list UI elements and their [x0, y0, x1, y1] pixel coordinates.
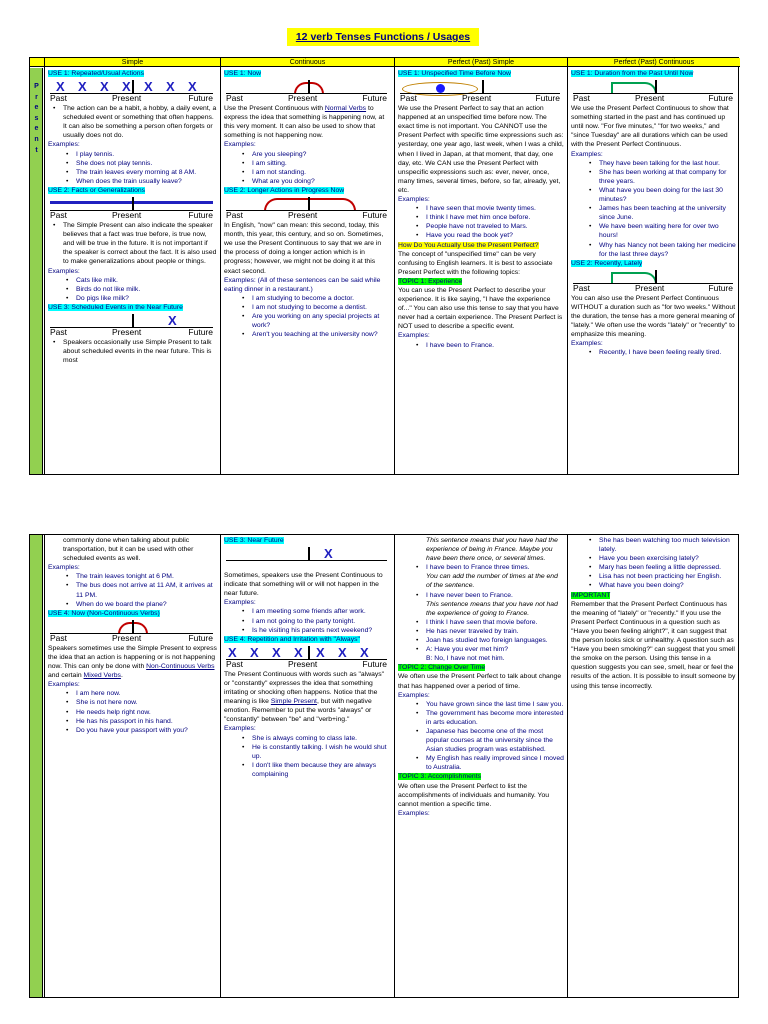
simple-use1-examples: • I play tennis. • She does not play tennis. • The train leaves every morning at 8 AM. • When does the train usually leave?	[48, 150, 217, 186]
topic2-heading: TOPIC 2: Change Over Time	[398, 664, 486, 672]
simple-use2-heading: USE 2: Facts or Generalizations	[48, 186, 146, 194]
perfcont-use1-heading: USE 1: Duration from the Past Until Now	[571, 70, 694, 77]
perfcont-use2-examples-cont: • She has been watching too much television lately. • Have you been exercising lately? • Mary has been feeling a little depressed. • Lisa has not been practicing her English. • What have you been doing?	[571, 536, 737, 591]
continuous-use1-examples: • Are you sleeping? • I am sitting. • I am not standing. • What are you doing?	[224, 150, 391, 186]
perfect-continuous-column-2	[567, 535, 740, 997]
table-page-1	[29, 57, 739, 475]
header-perfect-continuous: Perfect (Past) Continuous	[568, 58, 740, 67]
timeline-unspecified: Past Present Future	[398, 78, 564, 104]
simple-use2-examples: • Cats like milk. • Birds do not like milk. • Do pigs like milk?	[48, 276, 217, 303]
present-side-bar-2	[30, 535, 43, 997]
continuous-use4-heading: USE 4: Repetition and Irritation with "Always"	[224, 635, 360, 643]
perfcont-use1-examples: • They have been talking for the last hour. • She has been working at that company for three years. • What have you been doing for the last 30 minutes? • James has been teaching at the university since June. • We have been waiting here for over two hours! • Why has Nancy not been taking her medicine for the last three days?	[571, 159, 737, 259]
header-continuous: Continuous	[221, 58, 394, 67]
topic1-heading: TOPIC 1: Experience	[398, 277, 463, 285]
perfcont-use1-text: We use the Present Perfect Continuous to show that something started in the past and has continued up until now. "For five minutes," "for two weeks," and "since Tuesday" are all durations which can be used with the Present Perfect Continuous.	[571, 105, 729, 149]
important-text: Remember that the Present Perfect Continuous has the meaning of "lately" or "recently." If you use the Present Perfect Continuous in a question such as "Have you been feeling alright?", it can suggest that the person looks sick or unhealthy. A question such as "Have you been smoking?" can suggest that you smell the smoke on the person. Using this tense in a question suggests you can see, smell, hear or feel the results of the action. It is possible to insult someone by using this tense incorrectly.	[571, 600, 736, 690]
continuous-use2-heading: USE 2: Longer Actions in Progress Now	[224, 186, 345, 194]
timeline-facts: Past Present Future	[48, 195, 217, 221]
page-title: 12 verb Tenses Functions / Usages	[287, 28, 479, 46]
timeline-always: X X X X X X X Past Present Future	[226, 644, 387, 669]
simple-use4-examples: • I am here now. • She is not here now. • He needs help right now. • He has his passport in his hand. • Do you have your passport with you?	[48, 689, 217, 734]
continuous-use1-heading: USE 1: Now	[224, 70, 262, 77]
timeline-near-future: X	[224, 545, 391, 571]
simple-use3-bullet: • Speakers occasionally use Simple Present to talk about scheduled events in the near future. This is most	[48, 338, 217, 365]
topic3-heading: TOPIC 3: Accomplishments	[398, 773, 481, 781]
simple-use3-heading: USE 3: Scheduled Events in the Near Future	[48, 303, 183, 311]
present-side-label: P r e s e n t	[34, 83, 39, 154]
topic2-examples: • You have grown since the last time I saw you. • The government has become more interested in arts education. • Japanese has become one of the most popular courses at the university since the Asian studies program was established. • My English has really improved since I moved to Australia.	[398, 700, 564, 773]
present-side-bar	[30, 68, 43, 474]
non-continuous-verbs-link[interactable]: Non-Continuous Verbs	[146, 663, 215, 671]
continuous-column-2: USE 3: Near Future X Sometimes, speakers use the Present Continuous to indicate that something will or will not happen in the near future. Examples: • I am meeting some friends after work. • I am not going to the party tonight. • Is he visiting his parents next weekend? USE 4: Repetition and Irritation with "Always" X X X X X X X Past Present Future The Present Continuous with words such as "always" or "constantly" expresses the idea that something irritating or shocking often happens. Notice that the meaning is like Simple Present, but with negative emotion. Remember to put the words "always" or "constantly" between "be" and "verb+ing." Examples: • She is always coming to class late. • He is constantly talking. I wish he would shut up. • I don't like them because they are always complaining	[220, 535, 394, 997]
timeline-recently: Past Present Future	[571, 268, 737, 294]
perfcont-use2-text: You can also use the Present Perfect Continuous WITHOUT a duration such as "for two weeks." Without the duration, the tense has a more general meaning of "lately." We often use the words "lately" or "recently" to emphasize this meaning.	[571, 294, 736, 339]
table-page-2	[29, 534, 739, 998]
timeline-duration: Past Present Future	[571, 78, 737, 104]
perfcont-use2-examples: • Recently, I have been feeling really tired.	[571, 348, 737, 357]
mixed-verbs-link[interactable]: Mixed Verbs	[83, 672, 121, 680]
topic1-examples: • I have been to France.	[398, 341, 564, 350]
continuous-use2-examples: • I am studying to become a doctor. • I am not studying to become a dentist. • Are you working on any special projects at work? • Aren't you teaching at the university now?	[224, 294, 391, 339]
simple-use1-heading: USE 1: Repeated/Usual Actions	[48, 70, 144, 77]
continuous-use3-examples: • I am meeting some friends after work. • I am not going to the party tonight. • Is he visiting his parents next weekend?	[224, 607, 391, 634]
important-heading: IMPORTANT	[571, 591, 611, 599]
perfect-experience-examples: • I think I have seen that movie before. • He has never traveled by train. • Joan has studied two foreign languages. • A: Have you ever met him?	[398, 618, 564, 654]
perfect-use1-heading: USE 1: Unspecified Time Before Now	[398, 70, 511, 77]
timeline-repeated: X X X X X X X Past Present Future	[50, 79, 213, 104]
normal-verbs-link[interactable]: Normal Verbs	[324, 105, 367, 113]
simple-use1-bullet: • The action can be a habit, a hobby, a daily event, a scheduled event or something that often happens. It can also be something a person often forgets or usually does not do.	[48, 104, 217, 140]
perfcont-use2-heading: USE 2: Recently, Lately	[571, 259, 643, 267]
header-perfect: Perfect (Past) Simple	[395, 58, 567, 67]
simple-use4-heading: USE 4: Now (Non-Continuous Verbs)	[48, 609, 160, 617]
continuous-use3-heading: USE 3: Near Future	[224, 537, 284, 544]
timeline-scheduled: X Past Present Future	[50, 312, 213, 337]
simple-present-link[interactable]: Simple Present	[270, 698, 317, 706]
perfect-use1-examples: • I have seen that movie twenty times. • I think I have met him once before. • People have not traveled to Mars. • Have you read the book yet?	[398, 204, 564, 240]
timeline-now: Past Present Future	[224, 78, 391, 104]
how-heading: How Do You Actually Use the Present Perfect?	[398, 241, 539, 249]
continuous-column: Continuous USE 1: Now Past Present Future Use the Present Continuous with Normal Verbs to express the idea that something is happening now, at this very moment. It can also be used to show that something is not happening now. Examples: • Are you sleeping? • I am sitting. • I am not standing. • What are you doing? USE 2: Longer Actions in Progress Now Past Present Future In English, "now" can mean: this second, today, this month, this year, this century, and so on. Sometimes, we use the Present Continuous to say that we are in the process of doing a longer action which is in progress; however, we might not be doing it at this exact second. Examples: (All of these sentences can be said while eating dinner in a restaurant.) • I am studying to become a doctor. • I am not studying to become a dentist. • Are you working on any special projects at work? • Aren't you teaching at the university now?	[220, 58, 394, 474]
header-simple: Simple	[45, 58, 220, 67]
perfect-continuous-column: Perfect (Past) Continuous USE 1: Duration from the Past Until Now Past Present Future We use the Present Perfect Continuous to show that something started in the past and has continued up until now. "For five minutes," "for two weeks," and "since Tuesday" are all durations which can be used with the Present Perfect Continuous. Examples: • They have been talking for the last hour. • She has been working at that company for three years. • What have you been doing for the last 30 minutes? • James has been teaching at the university since June. • We have been waiting here for over two hours! • Why has Nancy not been taking her medicine for the last three days? USE 2: Recently, Lately Past Present Future You can also use the Present Perfect Continuous WITHOUT a duration such as "for two weeks." Without the duration, the tense has a more general meaning of "lately." We often use the words "lately" or "recently" to emphasize this meaning. Examples: • Recently, I have been feeling really tired.	[567, 58, 740, 474]
simple-use2-bullet: • The Simple Present can also indicate the speaker believes that a fact was true before, is true now, and will be true in the future. It is not important if the speaker is correct about the fact. It is also used to make generalizations about people or things.	[48, 221, 217, 266]
perfect-column: Perfect (Past) Simple USE 1: Unspecified Time Before Now Past Present Future We use the Present Perfect to say that an action happened at an unspecified time before now. The exact time is not important. You CANNOT use the Present Perfect with specific time expressions such as: yesterday, one year ago, last week, when I was a child, when I lived in Japan, at that moment, that day, one day, etc. We CAN use the Present Perfect with unspecific expressions such as: ever, never, once, many times, several times, before, so far, already, yet, etc. Examples: • I have seen that movie twenty times. • I think I have met him once before. • People have not traveled to Mars. • Have you read the book yet? How Do You Actually Use the Present Perfect? The concept of "unspecified time" can be very confusing to English learners. It is best to associate Present Perfect with the following topics: TOPIC 1: Experience You can use the Present Perfect to describe your experience. It is like saying, "I have the experience of..." You can also use this tense to say that you have never had a certain experience. The Present Perfect is NOT used to describe a specific event. Examples: • I have been to France.	[394, 58, 567, 474]
continuous-use2-text: In English, "now" can mean: this second, today, this month, this year, this century, and so on. Sometimes, we use the Present Continuous to say that we are in the process of doing a longer action which is in progress; however, we might not be doing it at this exact second.	[224, 222, 384, 275]
perfect-use1-text: We use the Present Perfect to say that an action happened at an unspecified time before now. The exact time is not important. You CANNOT use the Present Perfect with specific time expressions such as: yesterday, one year ago, last week, when I was a child, when I lived in Japan, at that moment, that day, one day, etc. We CAN use the Present Perfect with unspecific expressions such as: ever, never, once, many times, several times, before, so far, already, yet, etc.	[398, 105, 564, 194]
simple-use3-examples: • The train leaves tonight at 6 PM. • The bus does not arrive at 11 AM, it arrives at 11 PM. • When do we board the plane?	[48, 572, 217, 608]
simple-column-2: commonly done when talking about public transportation, but it can be used with other scheduled events as well. Examples: • The train leaves tonight at 6 PM. • The bus does not arrive at 11 AM, it arrives at 11 PM. • When do we board the plane? USE 4: Now (Non-Continuous Verbs) Past Present Future Speakers sometimes use the Simple Present to express the idea that an action is happening or is not happening now. This can only be done with Non-Continuous Verbs and certain Mixed Verbs. Examples: • I am here now. • She is not here now. • He needs help right now. • He has his passport in his hand. • Do you have your passport with you?	[44, 535, 220, 997]
perfect-column-2: This sentence means that you have had the experience of being in France. Maybe you have been there once, or several times. • I have been to France three times. You can add the number of times at the end of the sentence. • I have never been to France. This sentence means that you have not had the experience of going to France. • I think I have seen that movie before. • He has never traveled by train. • Joan has studied two foreign languages. • A: Have you ever met him? B: No, I have not met him. TOPIC 2: Change Over Time We often use the Present Perfect to talk about change that has happened over a period of time. Examples: • You have grown since the last time I saw you. • The government has become more interested in arts education. • Japanese has become one of the most popular courses at the university since the Asian studies program was established. • My English has really improved since I moved to Australia. TOPIC 3: Accomplishments We often use the Present Perfect to list the accomplishments of individuals and humanity. You cannot mention a specific time. Examples:	[394, 535, 567, 997]
simple-column: Simple USE 1: Repeated/Usual Actions X X X X X X X Past Present Future • The action can be a habit, a hobby, a daily event, a scheduled event or something that often happens. It can also be something a person often forgets or usually does not do. Examples: • I play tennis. • She does not play tennis. • The train leaves every morning at 8 AM. • When does the train usually leave? USE 2: Facts or Generalizations Past Present Future • The Simple Present can also indicate the speaker believes that a fact was true before, is true now, and will be true in the future. It is not important if the speaker is correct about the fact. It is also used to make generalizations about people or things. Examples: • Cats like milk. • Birds do not like milk. • Do pigs like milk? USE 3: Scheduled Events in the Near Future X Past Present Future • Speakers occasionally use Simple Present to talk about scheduled events in the near future. This is most	[44, 58, 220, 474]
timeline-longer: Past Present Future	[224, 195, 391, 221]
timeline-now-noncont: Past Present Future	[48, 618, 217, 644]
continuous-use4-examples: • She is always coming to class late. • He is constantly talking. I wish he would shut up. • I don't like them because they are always complaining	[224, 734, 391, 779]
